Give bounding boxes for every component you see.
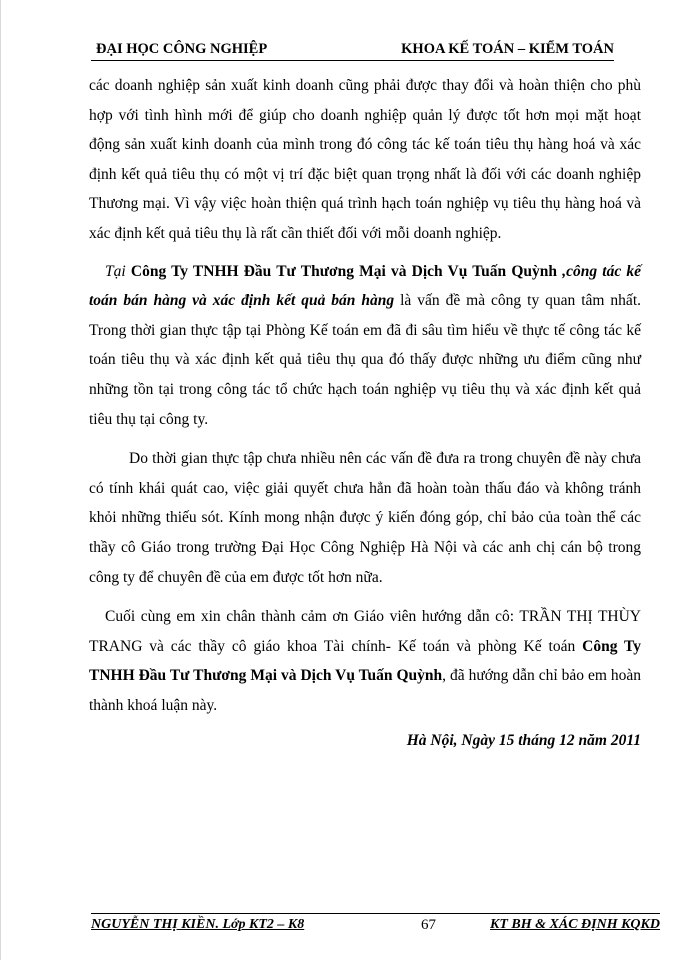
paragraph-4 — [89, 602, 641, 720]
header-faculty: KHOA KẾ TOÁN – KIỂM TOÁN — [401, 41, 614, 57]
signature-date: Hà Nội, Ngày 15 tháng 12 năm 2011 — [406, 732, 641, 750]
page-number: 67 — [421, 917, 436, 933]
paragraph-2-rest: là vấn đề mà công ty quan tâm nhất. Trong thời gian thực tập tại Phòng Kế toán em đã đi sâu tìm hiểu về thực tế công tác kế toán tiêu thụ và xác định kết quả tiêu thụ qua đó thấy được những ưu điểm cũng như những tồn tại trong công tác tổ chức hạch toán nghiệp vụ tiêu thụ và xác định kết quả tiêu thụ tại công ty. — [89, 292, 641, 428]
paragraph-1: các doanh nghiệp sản xuất kinh doanh cũng phải được thay đổi và hoàn thiện cho phù hợp với tình hình mới để giúp cho doanh nghiệp quản lý được tốt hơn mọi mặt hoạt động sản xuất kinh doanh của mình trong đó công tác kế toán tiêu thụ hàng hoá và xác định kết quả tiêu thụ có một vị trí đặc biệt quan trọng nhất là đối với các doanh nghiệp Thương mại. Vì vậy việc hoàn thiện quá trình hạch toán nghiệp vụ tiêu thụ hàng hoá và xác định kết quả tiêu thụ là rất cần thiết đối với mỗi doanh nghiệp. — [89, 77, 641, 242]
paragraph-2-company: Công Ty TNHH Đầu Tư Thương Mại và Dịch Vụ Tuấn Quỳnh — [130, 262, 558, 280]
paragraph-4-company: Công Ty TNHH Đầu Tư Thương Mại và Dịch Vụ Tuấn Quỳnh — [89, 637, 641, 685]
header-university: ĐẠI HỌC CÔNG NGHIỆP — [96, 41, 268, 57]
page-footer — [91, 913, 660, 934]
paragraph-3: Do thời gian thực tập chưa nhiều nên các vấn đề đưa ra trong chuyên đề này chưa có tính khái quát cao, việc giải quyết chưa hẳn đã hoàn toàn thấu đáo và không tránh khỏi những thiếu sót. Kính mong nhận được ý kiến đóng góp, chỉ bảo của toàn thể các thầy cô Giáo trong trường Đại Học Công Nghiệp Hà Nội và các anh chị cán bộ trong công ty để chuyên đề của em được tốt hơn nữa. — [89, 450, 641, 586]
document-body — [89, 71, 641, 756]
paragraph-2-tai: Tại — [105, 262, 126, 280]
paragraph-2-topic: ,công tác kế toán bán hàng và xác định kết quả bán hàng — [89, 262, 642, 310]
paragraph-4-start: Cuối cùng em xin chân thành cảm ơn Giáo viên hướng dẫn cô: TRẦN THỊ THÙY TRANG và các thầy cô giáo khoa Tài chính- Kế toán và phòng Kế toán — [89, 608, 641, 655]
page-header — [91, 40, 614, 61]
footer-topic: KT BH & XÁC ĐỊNH KQKD — [490, 917, 660, 932]
paragraph-4-end: , đã hướng dẫn chỉ bảo em hoàn thành khoá luận này. — [89, 667, 641, 714]
footer-author: NGUYỄN THỊ KIỀN. Lớp KT2 – K8 — [91, 917, 305, 932]
paragraph-2 — [89, 257, 641, 435]
